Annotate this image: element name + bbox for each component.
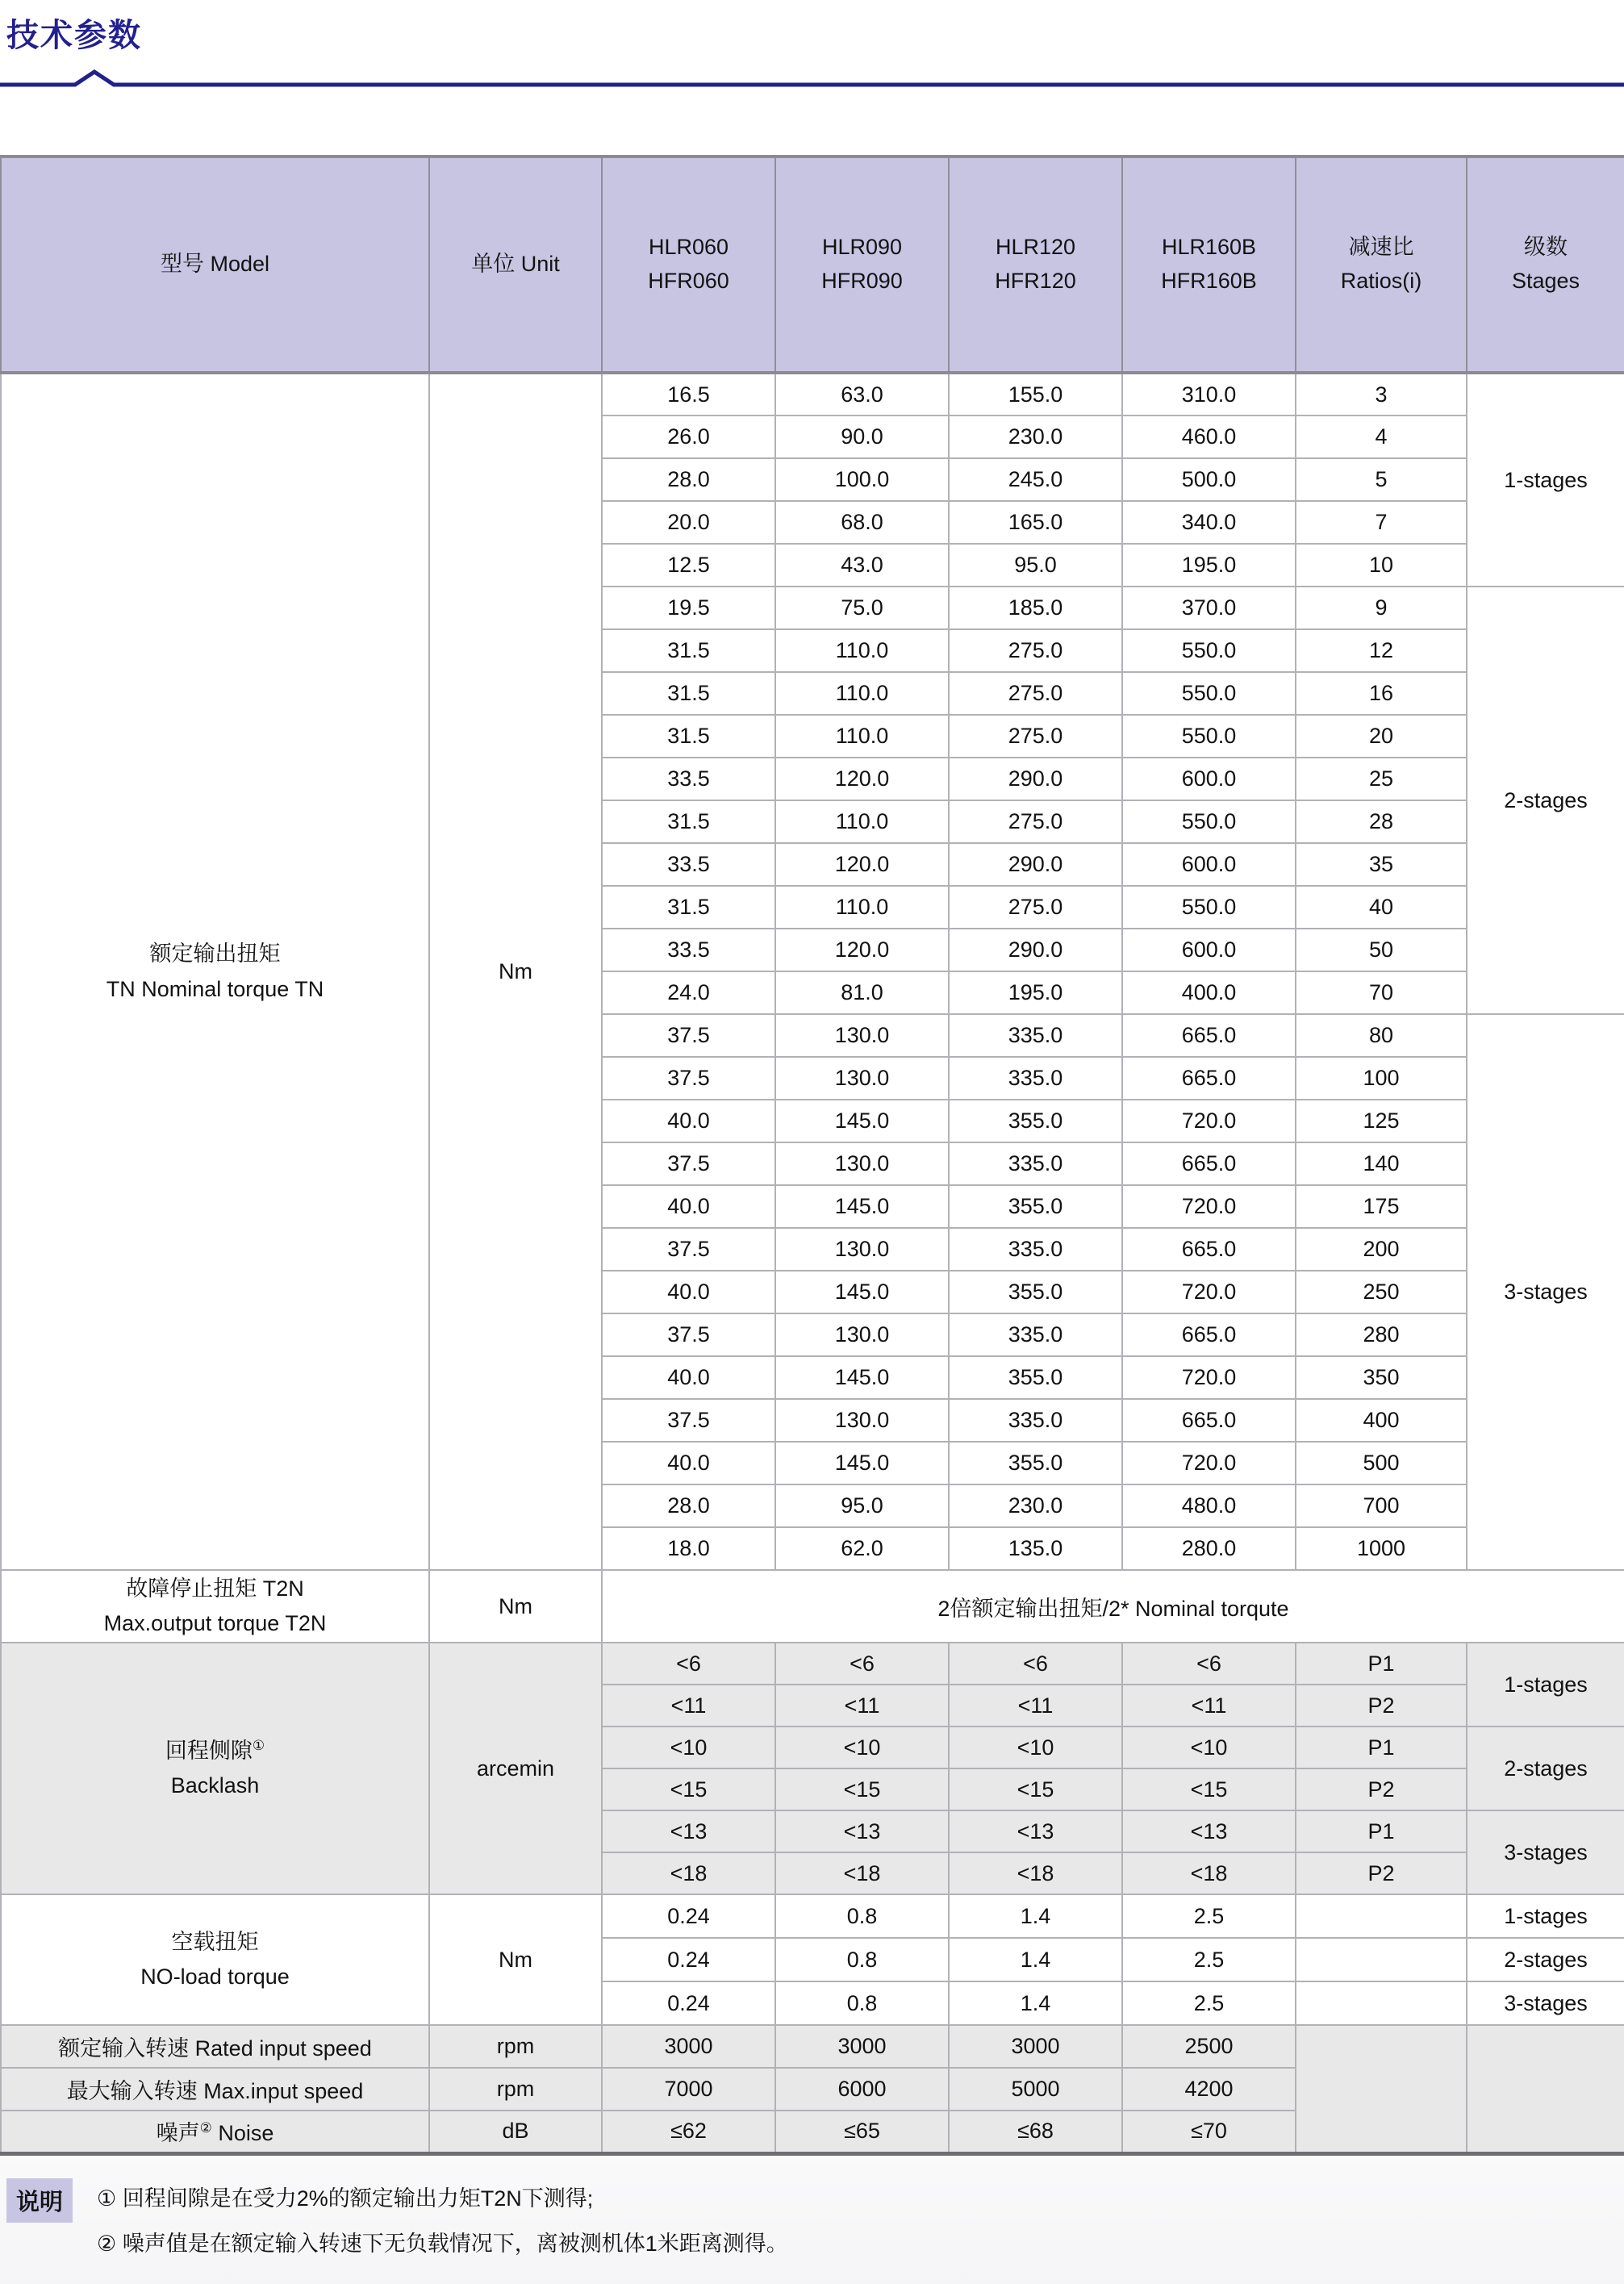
ratio-cell: 50 xyxy=(1296,929,1467,971)
value-cell: 720.0 xyxy=(1122,1356,1296,1399)
value-cell: 280.0 xyxy=(1122,1527,1296,1570)
value-cell: 245.0 xyxy=(949,458,1122,501)
value-cell: 165.0 xyxy=(949,501,1122,544)
value-cell: 20.0 xyxy=(602,501,775,544)
value-cell: 31.5 xyxy=(602,672,775,715)
value-cell: 37.5 xyxy=(602,1057,775,1100)
value-cell: 400.0 xyxy=(1122,971,1296,1014)
stage-cell: 2-stages xyxy=(1467,1727,1624,1810)
value-cell: 110.0 xyxy=(775,629,949,672)
value-cell: 40.0 xyxy=(602,1356,775,1399)
value-cell: 335.0 xyxy=(949,1014,1122,1057)
value-cell: 145.0 xyxy=(775,1271,949,1313)
ratio-cell: 70 xyxy=(1296,971,1467,1014)
title-underline-rule xyxy=(0,68,1624,94)
value-cell: 2.5 xyxy=(1122,1894,1296,1938)
value-cell: 720.0 xyxy=(1122,1271,1296,1313)
stage-cell: 1-stages xyxy=(1467,1894,1624,1938)
stage-cell: 3-stages xyxy=(1467,1981,1624,2025)
value-cell: 37.5 xyxy=(602,1142,775,1185)
ratio-cell: 4 xyxy=(1296,415,1467,458)
value-cell: <10 xyxy=(949,1727,1122,1768)
ratio-cell-empty xyxy=(1296,1981,1467,2025)
ratio-cell: 7 xyxy=(1296,501,1467,544)
value-cell: 28.0 xyxy=(602,458,775,501)
stage-cell: 1-stages xyxy=(1467,1643,1624,1727)
value-cell: <11 xyxy=(602,1685,775,1727)
noload-torque-row xyxy=(1,1894,1624,1938)
ratio-cell: 140 xyxy=(1296,1142,1467,1185)
ratio-class-cell: P2 xyxy=(1296,1685,1467,1727)
model-label-speed: 最大输入转速 Max.input speed xyxy=(1,2068,429,2111)
value-cell: <13 xyxy=(775,1810,949,1852)
ratio-class-cell: P1 xyxy=(1296,1643,1467,1685)
value-cell: 720.0 xyxy=(1122,1100,1296,1142)
value-cell: 720.0 xyxy=(1122,1442,1296,1484)
ratio-cell: 250 xyxy=(1296,1271,1467,1313)
header-hlr090: HLR090 HFR090 xyxy=(775,157,949,373)
value-cell: 75.0 xyxy=(775,587,949,629)
value-cell: 550.0 xyxy=(1122,800,1296,843)
value-cell: <11 xyxy=(775,1685,949,1727)
value-cell: 18.0 xyxy=(602,1527,775,1570)
value-cell: 355.0 xyxy=(949,1442,1122,1484)
model-label-speed: 额定输入转速 Rated input speed xyxy=(1,2025,429,2068)
model-label-speed: 噪声② Noise xyxy=(1,2111,429,2153)
unit-cell: dB xyxy=(429,2111,602,2153)
ratio-cell: 40 xyxy=(1296,886,1467,929)
value-cell: <6 xyxy=(949,1643,1122,1685)
value-cell: ≤65 xyxy=(775,2111,949,2153)
model-label-backlash: 回程侧隙① Backlash xyxy=(1,1643,429,1894)
unit-cell: Nm xyxy=(429,1894,602,2025)
value-cell: 145.0 xyxy=(775,1185,949,1228)
note-line: ① 回程间隙是在受力2%的额定输出力矩T2N下测得; xyxy=(97,2186,594,2211)
ratio-cell: 125 xyxy=(1296,1100,1467,1142)
header-model: 型号 Model xyxy=(1,157,429,373)
value-cell: <18 xyxy=(602,1852,775,1894)
value-cell: 355.0 xyxy=(949,1271,1122,1313)
value-cell: 81.0 xyxy=(775,971,949,1014)
value-cell: 12.5 xyxy=(602,544,775,587)
value-cell: 40.0 xyxy=(602,1185,775,1228)
value-cell: 130.0 xyxy=(775,1014,949,1057)
ratio-cell: 28 xyxy=(1296,800,1467,843)
value-cell: <18 xyxy=(949,1852,1122,1894)
value-cell-span: 2倍额定输出扭矩/2* Nominal torqute xyxy=(602,1570,1624,1643)
value-cell: 3000 xyxy=(775,2025,949,2068)
value-cell: 110.0 xyxy=(775,672,949,715)
backlash-row xyxy=(1,1643,1624,1685)
header-hlr120: HLR120 HFR120 xyxy=(949,157,1122,373)
value-cell: 37.5 xyxy=(602,1228,775,1271)
value-cell: <15 xyxy=(949,1768,1122,1810)
value-cell: 1.4 xyxy=(949,1894,1122,1938)
ratio-cell-empty xyxy=(1296,2025,1467,2153)
value-cell: 26.0 xyxy=(602,415,775,458)
ratio-cell: 20 xyxy=(1296,715,1467,758)
ratio-class-cell: P1 xyxy=(1296,1727,1467,1768)
value-cell: 665.0 xyxy=(1122,1399,1296,1442)
page-title: 技术参数 xyxy=(6,18,142,53)
value-cell: 31.5 xyxy=(602,629,775,672)
value-cell: 100.0 xyxy=(775,458,949,501)
value-cell: 40.0 xyxy=(602,1271,775,1313)
value-cell: <13 xyxy=(949,1810,1122,1852)
value-cell: <15 xyxy=(1122,1768,1296,1810)
value-cell: 130.0 xyxy=(775,1057,949,1100)
value-cell: 155.0 xyxy=(949,373,1122,415)
value-cell: 290.0 xyxy=(949,843,1122,886)
value-cell: 460.0 xyxy=(1122,415,1296,458)
header-hlr060: HLR060 HFR060 xyxy=(602,157,775,373)
value-cell: 1.4 xyxy=(949,1981,1122,2025)
notes-list xyxy=(97,2178,788,2272)
value-cell: 600.0 xyxy=(1122,929,1296,971)
unit-cell: Nm xyxy=(429,1570,602,1643)
value-cell: 2.5 xyxy=(1122,1938,1296,1981)
value-cell: 335.0 xyxy=(949,1057,1122,1100)
value-cell: 90.0 xyxy=(775,415,949,458)
value-cell: 7000 xyxy=(602,2068,775,2111)
value-cell: 500.0 xyxy=(1122,458,1296,501)
value-cell: 62.0 xyxy=(775,1527,949,1570)
value-cell: 550.0 xyxy=(1122,629,1296,672)
value-cell: 195.0 xyxy=(949,971,1122,1014)
value-cell: 720.0 xyxy=(1122,1185,1296,1228)
value-cell: 600.0 xyxy=(1122,758,1296,800)
value-cell: 0.8 xyxy=(775,1894,949,1938)
value-cell: 355.0 xyxy=(949,1100,1122,1142)
value-cell: 68.0 xyxy=(775,501,949,544)
value-cell: 33.5 xyxy=(602,758,775,800)
value-cell: 2.5 xyxy=(1122,1981,1296,2025)
ratio-class-cell: P2 xyxy=(1296,1852,1467,1894)
spec-table xyxy=(0,155,1624,2156)
model-label-nominal-torque: 额定输出扭矩 TN Nominal torque TN xyxy=(1,373,429,1570)
value-cell: 145.0 xyxy=(775,1442,949,1484)
ratio-cell: 5 xyxy=(1296,458,1467,501)
value-cell: 6000 xyxy=(775,2068,949,2111)
value-cell: 0.24 xyxy=(602,1981,775,2025)
unit-cell: rpm xyxy=(429,2025,602,2068)
value-cell: 185.0 xyxy=(949,587,1122,629)
ratio-cell: 9 xyxy=(1296,587,1467,629)
ratio-cell: 700 xyxy=(1296,1484,1467,1527)
value-cell: 665.0 xyxy=(1122,1057,1296,1100)
stage-cell: 2-stages xyxy=(1467,1938,1624,1981)
ratio-cell: 3 xyxy=(1296,373,1467,415)
value-cell: 130.0 xyxy=(775,1313,949,1356)
stage-cell: 2-stages xyxy=(1467,587,1624,1014)
value-cell: 110.0 xyxy=(775,886,949,929)
value-cell: 335.0 xyxy=(949,1399,1122,1442)
value-cell: 5000 xyxy=(949,2068,1122,2111)
value-cell: 275.0 xyxy=(949,629,1122,672)
value-cell: <13 xyxy=(602,1810,775,1852)
ratio-cell: 400 xyxy=(1296,1399,1467,1442)
value-cell: 275.0 xyxy=(949,672,1122,715)
value-cell: 110.0 xyxy=(775,800,949,843)
value-cell: 600.0 xyxy=(1122,843,1296,886)
value-cell: 37.5 xyxy=(602,1014,775,1057)
value-cell: 0.24 xyxy=(602,1894,775,1938)
value-cell: 230.0 xyxy=(949,1484,1122,1527)
value-cell: 335.0 xyxy=(949,1228,1122,1271)
value-cell: 335.0 xyxy=(949,1142,1122,1185)
max-output-torque-row xyxy=(1,1570,1624,1643)
value-cell: 0.8 xyxy=(775,1938,949,1981)
value-cell: 130.0 xyxy=(775,1142,949,1185)
ratio-cell-empty xyxy=(1296,1938,1467,1981)
stage-cell: 1-stages xyxy=(1467,373,1624,587)
value-cell: 95.0 xyxy=(775,1484,949,1527)
value-cell: 120.0 xyxy=(775,843,949,886)
speed-row xyxy=(1,2025,1624,2068)
value-cell: 120.0 xyxy=(775,929,949,971)
value-cell: 33.5 xyxy=(602,843,775,886)
value-cell: 130.0 xyxy=(775,1399,949,1442)
value-cell: 19.5 xyxy=(602,587,775,629)
ratio-cell: 25 xyxy=(1296,758,1467,800)
value-cell: 43.0 xyxy=(775,544,949,587)
value-cell: 3000 xyxy=(949,2025,1122,2068)
value-cell: 145.0 xyxy=(775,1100,949,1142)
value-cell: 4200 xyxy=(1122,2068,1296,2111)
value-cell: <11 xyxy=(1122,1685,1296,1727)
value-cell: 275.0 xyxy=(949,715,1122,758)
value-cell: ≤62 xyxy=(602,2111,775,2153)
ratio-cell: 80 xyxy=(1296,1014,1467,1057)
value-cell: 290.0 xyxy=(949,929,1122,971)
ratio-cell: 35 xyxy=(1296,843,1467,886)
value-cell: 40.0 xyxy=(602,1442,775,1484)
value-cell: 135.0 xyxy=(949,1527,1122,1570)
value-cell: 16.5 xyxy=(602,373,775,415)
value-cell: 31.5 xyxy=(602,715,775,758)
value-cell: <10 xyxy=(775,1727,949,1768)
ratio-cell: 12 xyxy=(1296,629,1467,672)
note-line: ② 噪声值是在额定输入转速下无负载情况下，离被测机体1米距离测得。 xyxy=(97,2232,788,2256)
stage-cell: 3-stages xyxy=(1467,1014,1624,1570)
value-cell: 665.0 xyxy=(1122,1228,1296,1271)
value-cell: <15 xyxy=(602,1768,775,1810)
ratio-cell: 500 xyxy=(1296,1442,1467,1484)
stage-cell: 3-stages xyxy=(1467,1810,1624,1894)
value-cell: 145.0 xyxy=(775,1356,949,1399)
unit-cell: arcemin xyxy=(429,1643,602,1894)
unit-cell: rpm xyxy=(429,2068,602,2111)
value-cell: 665.0 xyxy=(1122,1313,1296,1356)
header-row xyxy=(1,157,1624,373)
value-cell: 0.8 xyxy=(775,1981,949,2025)
value-cell: 37.5 xyxy=(602,1313,775,1356)
ratio-cell-empty xyxy=(1296,1894,1467,1938)
header-unit: 单位 Unit xyxy=(429,157,602,373)
model-label-noload-torque: 空载扭矩 NO-load torque xyxy=(1,1894,429,2025)
value-cell: 120.0 xyxy=(775,758,949,800)
value-cell: 40.0 xyxy=(602,1100,775,1142)
ratio-cell: 200 xyxy=(1296,1228,1467,1271)
value-cell: <15 xyxy=(775,1768,949,1810)
value-cell: 550.0 xyxy=(1122,886,1296,929)
ratio-cell: 16 xyxy=(1296,672,1467,715)
value-cell: ≤70 xyxy=(1122,2111,1296,2153)
ratio-cell: 175 xyxy=(1296,1185,1467,1228)
value-cell: 195.0 xyxy=(1122,544,1296,587)
value-cell: 0.24 xyxy=(602,1938,775,1981)
header-hlr160b: HLR160B HFR160B xyxy=(1122,157,1296,373)
ratio-class-cell: P1 xyxy=(1296,1810,1467,1852)
value-cell: 28.0 xyxy=(602,1484,775,1527)
torque-row xyxy=(1,373,1624,415)
value-cell: 550.0 xyxy=(1122,715,1296,758)
value-cell: <6 xyxy=(775,1643,949,1685)
value-cell: <13 xyxy=(1122,1810,1296,1852)
value-cell: 275.0 xyxy=(949,800,1122,843)
value-cell: 310.0 xyxy=(1122,373,1296,415)
notes-badge: 说明 xyxy=(6,2178,73,2223)
value-cell: <11 xyxy=(949,1685,1122,1727)
value-cell: 340.0 xyxy=(1122,501,1296,544)
value-cell: 550.0 xyxy=(1122,672,1296,715)
value-cell: 290.0 xyxy=(949,758,1122,800)
header-stages: 级数 Stages xyxy=(1467,157,1624,373)
ratio-cell: 350 xyxy=(1296,1356,1467,1399)
value-cell: <18 xyxy=(1122,1852,1296,1894)
value-cell: <10 xyxy=(602,1727,775,1768)
value-cell: <6 xyxy=(602,1643,775,1685)
value-cell: 665.0 xyxy=(1122,1014,1296,1057)
value-cell: 31.5 xyxy=(602,886,775,929)
value-cell: 110.0 xyxy=(775,715,949,758)
value-cell: ≤68 xyxy=(949,2111,1122,2153)
ratio-cell: 280 xyxy=(1296,1313,1467,1356)
value-cell: 1.4 xyxy=(949,1938,1122,1981)
stage-cell-empty xyxy=(1467,2025,1624,2153)
unit-cell: Nm xyxy=(429,373,602,1570)
value-cell: 230.0 xyxy=(949,415,1122,458)
model-label-max-output-torque: 故障停止扭矩 T2N Max.output torque T2N xyxy=(1,1570,429,1643)
value-cell: 665.0 xyxy=(1122,1142,1296,1185)
value-cell: 63.0 xyxy=(775,373,949,415)
value-cell: 480.0 xyxy=(1122,1484,1296,1527)
ratio-cell: 100 xyxy=(1296,1057,1467,1100)
value-cell: 33.5 xyxy=(602,929,775,971)
ratio-cell: 10 xyxy=(1296,544,1467,587)
header-ratios: 减速比 Ratios(i) xyxy=(1296,157,1467,373)
value-cell: 3000 xyxy=(602,2025,775,2068)
notes-block xyxy=(6,2178,788,2272)
value-cell: 370.0 xyxy=(1122,587,1296,629)
value-cell: 355.0 xyxy=(949,1356,1122,1399)
value-cell: <18 xyxy=(775,1852,949,1894)
value-cell: 130.0 xyxy=(775,1228,949,1271)
value-cell: 31.5 xyxy=(602,800,775,843)
value-cell: 355.0 xyxy=(949,1185,1122,1228)
value-cell: 2500 xyxy=(1122,2025,1296,2068)
value-cell: <10 xyxy=(1122,1727,1296,1768)
ratio-class-cell: P2 xyxy=(1296,1768,1467,1810)
value-cell: 275.0 xyxy=(949,886,1122,929)
value-cell: 95.0 xyxy=(949,544,1122,587)
value-cell: 335.0 xyxy=(949,1313,1122,1356)
value-cell: 24.0 xyxy=(602,971,775,1014)
ratio-cell: 1000 xyxy=(1296,1527,1467,1570)
value-cell: <6 xyxy=(1122,1643,1296,1685)
value-cell: 37.5 xyxy=(602,1399,775,1442)
